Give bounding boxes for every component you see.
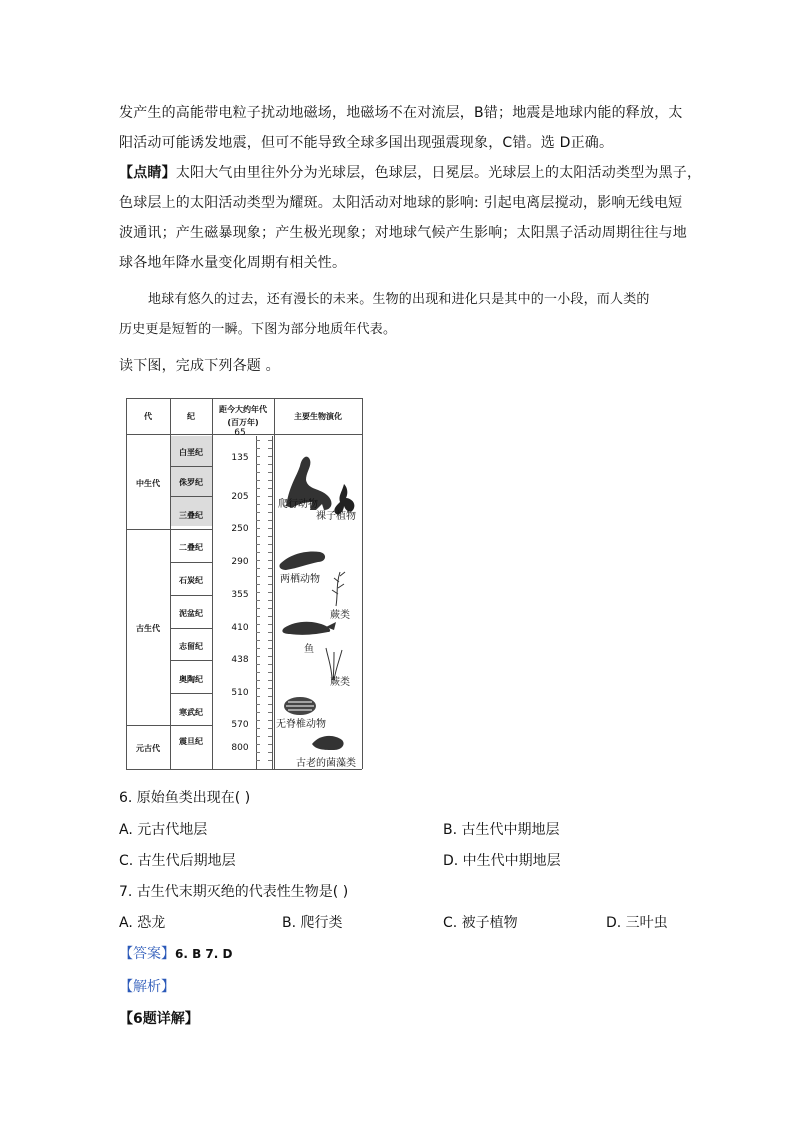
intro-line-2: 历史更是短暂的一瞬。下图为部分地质年代表。 xyxy=(119,322,397,337)
question-7-option-a: A. 恐龙 xyxy=(119,915,166,931)
scale-tick xyxy=(256,448,260,449)
caption-algae: 古老的菌藻类 xyxy=(296,758,356,769)
scale-tick xyxy=(256,504,260,505)
scale-tick xyxy=(268,584,272,585)
scale-tick xyxy=(256,664,260,665)
algae-icon xyxy=(312,736,344,750)
scale-tick xyxy=(268,456,272,457)
scale-tick xyxy=(256,608,260,609)
question-7-option-d: D. 三叶虫 xyxy=(606,915,668,931)
scale-tick xyxy=(268,696,272,697)
caption-amphibians: 两栖动物 xyxy=(280,574,320,585)
scale-tick xyxy=(268,536,272,537)
analysis-line-2: 阳活动可能诱发地震，但可不能导致全球多国出现强震现象，C错。选 D正确。 xyxy=(119,135,614,151)
scale-tick xyxy=(268,488,272,489)
scale-tick xyxy=(256,672,260,673)
scale-tick xyxy=(256,584,260,585)
age-800: 800 xyxy=(231,743,249,753)
period-triassic: 三叠纪 xyxy=(179,511,203,520)
scale-tick xyxy=(268,656,272,657)
point-line-1: 太阳大气由里往外分为光球层，色球层，日冕层。光球层上的太阳活动类型为黑子， xyxy=(175,165,702,181)
age-65: 65 xyxy=(234,428,246,438)
analysis-label: 【解析】 xyxy=(119,979,175,995)
answer-line xyxy=(119,944,232,964)
scale-tick xyxy=(268,728,272,729)
scale-tick xyxy=(268,520,272,521)
header-age: 距今大约年代 xyxy=(219,405,267,414)
question-6-detail-label: 【6题详解】 xyxy=(119,1011,199,1027)
scale-tick xyxy=(268,664,272,665)
scale-tick xyxy=(256,600,260,601)
scale-tick xyxy=(268,440,272,441)
age-250: 250 xyxy=(231,524,249,534)
instruction: 读下图，完成下列各题 。 xyxy=(119,358,280,374)
scale-tick xyxy=(268,680,272,681)
scale-tick xyxy=(268,592,272,593)
point-paragraph xyxy=(119,163,701,183)
scale-tick xyxy=(268,712,272,713)
scale-tick xyxy=(256,744,260,745)
scale-tick xyxy=(268,552,272,553)
scale-tick xyxy=(268,464,272,465)
question-7-option-c: C. 被子植物 xyxy=(443,915,518,931)
header-age-unit: (百万年) xyxy=(227,418,259,427)
scale-tick xyxy=(268,512,272,513)
scale-tick xyxy=(256,480,260,481)
scale-tick xyxy=(256,576,260,577)
scale-tick xyxy=(268,560,272,561)
scale-tick xyxy=(268,632,272,633)
header-evolution: 主要生物演化 xyxy=(294,412,342,421)
fish-icon xyxy=(282,622,336,635)
scale-tick xyxy=(268,704,272,705)
scale-tick xyxy=(256,680,260,681)
scale-tick xyxy=(256,760,260,761)
age-510: 510 xyxy=(231,688,249,698)
scale-tick xyxy=(256,536,260,537)
scale-tick xyxy=(256,712,260,713)
scale-tick xyxy=(256,624,260,625)
caption-ferns-2: 蕨类 xyxy=(330,677,350,688)
era-mesozoic: 中生代 xyxy=(136,479,160,488)
scale-tick xyxy=(256,640,260,641)
scale-tick xyxy=(268,720,272,721)
scale-tick xyxy=(256,560,260,561)
scale-tick xyxy=(268,616,272,617)
scale-tick xyxy=(256,464,260,465)
period-silurian: 志留纪 xyxy=(179,642,203,651)
scale-tick xyxy=(268,624,272,625)
scale-tick xyxy=(256,728,260,729)
caption-ferns-1: 蕨类 xyxy=(330,610,350,621)
question-6-option-b: B. 古生代中期地层 xyxy=(443,822,560,838)
period-cambrian: 寒武纪 xyxy=(179,708,203,717)
header-period: 纪 xyxy=(187,412,195,421)
scale-tick xyxy=(256,552,260,553)
period-permian: 二叠纪 xyxy=(179,543,203,552)
caption-invertebrates: 无脊椎动物 xyxy=(276,719,326,730)
age-438: 438 xyxy=(231,655,249,665)
age-135: 135 xyxy=(231,453,249,463)
scale-tick xyxy=(256,568,260,569)
scale-tick xyxy=(256,696,260,697)
geologic-time-table xyxy=(126,398,362,770)
scale-tick xyxy=(268,648,272,649)
scale-tick xyxy=(268,480,272,481)
point-line-4: 球各地年降水量变化周期有相关性。 xyxy=(119,255,347,271)
fern-icon-1 xyxy=(332,572,345,606)
scale-tick xyxy=(256,456,260,457)
scale-tick xyxy=(268,760,272,761)
question-6-option-c: C. 古生代后期地层 xyxy=(119,853,236,869)
answer-label: 【答案】 xyxy=(119,946,175,962)
scale-tick xyxy=(256,520,260,521)
amphibian-icon xyxy=(279,552,325,571)
period-devonian: 泥盆纪 xyxy=(179,609,203,618)
age-570: 570 xyxy=(231,720,249,730)
age-355: 355 xyxy=(231,590,249,600)
scale-tick xyxy=(268,608,272,609)
question-7-option-b: B. 爬行类 xyxy=(282,915,343,931)
scale-tick xyxy=(268,688,272,689)
question-6-stem: 6. 原始鱼类出现在( ) xyxy=(119,790,251,806)
scale-tick xyxy=(268,496,272,497)
analysis-line-1: 发产生的高能带电粒子扰动地磁场，地磁场不在对流层，B错；地震是地球内能的释放，太 xyxy=(119,105,683,121)
scale-tick xyxy=(256,496,260,497)
scale-tick xyxy=(256,592,260,593)
caption-reptiles: 爬行动物 xyxy=(278,499,318,510)
intro-line-1: 地球有悠久的过去，还有漫长的未来。生物的出现和进化只是其中的一小段，而人类的 xyxy=(148,292,650,307)
scale-tick xyxy=(256,720,260,721)
scale-tick xyxy=(268,736,272,737)
age-410: 410 xyxy=(231,623,249,633)
period-ordovician: 奥陶纪 xyxy=(179,675,203,684)
point-line-3: 波通讯；产生磁暴现象；产生极光现象；对地球气候产生影响；太阳黑子活动周期往往与地 xyxy=(119,225,687,241)
scale-tick xyxy=(268,504,272,505)
scale-tick xyxy=(268,528,272,529)
scale-tick xyxy=(256,472,260,473)
scale-tick xyxy=(268,448,272,449)
header-era: 代 xyxy=(144,412,152,421)
scale-tick xyxy=(268,752,272,753)
scale-tick xyxy=(256,544,260,545)
answer-value: 6. B 7. D xyxy=(175,947,233,961)
era-paleozoic: 古生代 xyxy=(136,624,160,633)
scale-tick xyxy=(256,616,260,617)
scale-tick xyxy=(256,632,260,633)
scale-tick xyxy=(256,488,260,489)
scale-tick xyxy=(256,512,260,513)
question-7-stem: 7. 古生代末期灭绝的代表性生物是( ) xyxy=(119,884,349,900)
scale-tick xyxy=(268,472,272,473)
caption-fish: 鱼 xyxy=(304,644,314,655)
scale-tick xyxy=(256,704,260,705)
scale-tick xyxy=(256,736,260,737)
period-jurassic: 侏罗纪 xyxy=(179,478,203,487)
age-205: 205 xyxy=(231,492,249,502)
scale-tick xyxy=(268,744,272,745)
scale-tick xyxy=(268,576,272,577)
scale-tick xyxy=(268,672,272,673)
scale-tick xyxy=(256,752,260,753)
question-6-option-a: A. 元古代地层 xyxy=(119,822,208,838)
scale-tick xyxy=(268,568,272,569)
scale-tick xyxy=(268,640,272,641)
period-cretaceous: 白垩纪 xyxy=(179,448,203,457)
scale-tick xyxy=(268,544,272,545)
scale-tick xyxy=(256,688,260,689)
caption-gymnosperms: 裸子植物 xyxy=(316,511,356,522)
scale-tick xyxy=(256,656,260,657)
scale-tick xyxy=(256,648,260,649)
scale-tick xyxy=(256,440,260,441)
scale-tick xyxy=(256,528,260,529)
scale-tick xyxy=(268,600,272,601)
point-label: 【点睛】 xyxy=(119,165,176,181)
age-290: 290 xyxy=(231,557,249,567)
point-line-2: 色球层上的太阳活动类型为耀斑。太阳活动对地球的影响: 引起电离层搅动，影响无线电短 xyxy=(119,195,683,211)
period-carboniferous: 石炭纪 xyxy=(179,576,203,585)
period-sinian: 震旦纪 xyxy=(179,737,203,746)
question-6-option-d: D. 中生代中期地层 xyxy=(443,853,561,869)
era-proterozoic: 元古代 xyxy=(136,744,160,753)
